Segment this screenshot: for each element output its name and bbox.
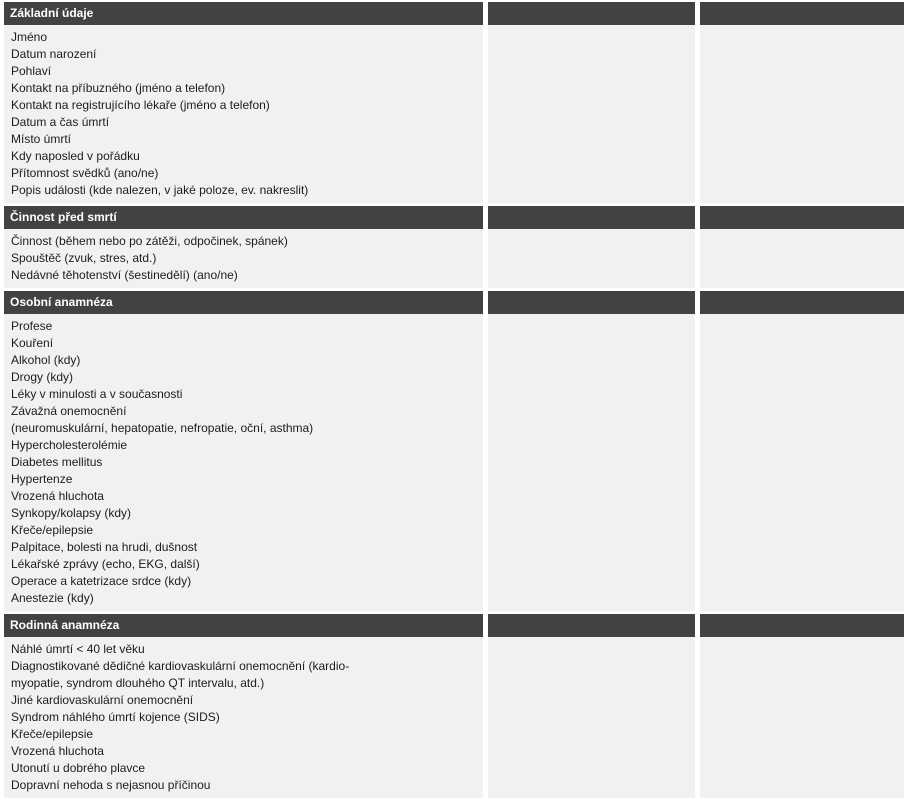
list-item: Nedávné těhotenství (šestinedělí) (ano/ne)	[11, 268, 238, 282]
header-cell-2	[488, 2, 695, 25]
list-item: (neuromuskulární, hepatopatie, nefropatie, oční, asthma)	[11, 421, 314, 435]
anamnesis-form	[4, 2, 904, 801]
list-item: Místo úmrtí	[11, 132, 72, 146]
list-item: Operace a katetrizace srdce (kdy)	[11, 574, 192, 588]
list-item: Alkohol (kdy)	[11, 353, 81, 367]
section-body-cinnost-pred-smrti	[4, 229, 904, 288]
list-item: Lékařské zprávy (echo, EKG, další)	[11, 557, 200, 571]
list-item: Kontakt na příbuzného (jméno a telefon)	[11, 81, 226, 95]
list-item: Vrozená hluchota	[11, 744, 104, 758]
answer-cell-3[interactable]	[700, 637, 904, 798]
header-cell-3	[700, 2, 904, 25]
section-title: Osobní anamnéza	[4, 291, 483, 314]
list-item: Kontakt na registrujícího lékaře (jméno a telefon)	[11, 98, 270, 112]
list-item: Datum a čas úmrtí	[11, 115, 110, 129]
header-cell-2	[488, 291, 695, 314]
section-body-zakladni-udaje	[4, 25, 904, 203]
list-item: Jméno	[11, 30, 48, 44]
header-cell-2	[488, 206, 695, 229]
section-header-osobni-anamneza	[4, 291, 904, 314]
answer-cell-2[interactable]	[488, 314, 695, 611]
list-item: Náhlé úmrtí < 40 let věku	[11, 642, 145, 656]
item-list	[4, 314, 483, 611]
list-item: Kouření	[11, 336, 54, 350]
list-item: Pohlaví	[11, 64, 52, 78]
list-item: Dopravní nehoda s nejasnou příčinou	[11, 778, 211, 792]
section-header-zakladni-udaje	[4, 2, 904, 25]
item-list	[4, 25, 483, 203]
section-title: Základní údaje	[4, 2, 483, 25]
section-header-cinnost-pred-smrti	[4, 206, 904, 229]
list-item: Profese	[11, 319, 53, 333]
list-item: Anestezie (kdy)	[11, 591, 94, 605]
section-title: Činnost před smrtí	[4, 206, 483, 229]
list-item: Diagnostikované dědičné kardiovaskulární onemocnění (kardio-	[11, 659, 350, 673]
list-item: Utonutí u dobrého plavce	[11, 761, 146, 775]
list-item: Přítomnost svědků (ano/ne)	[11, 166, 159, 180]
item-list	[4, 229, 483, 288]
header-cell-3	[700, 291, 904, 314]
list-item: Spouštěč (zvuk, stres, atd.)	[11, 251, 157, 265]
header-cell-3	[700, 614, 904, 637]
list-item: Vrozená hluchota	[11, 489, 104, 503]
header-cell-2	[488, 614, 695, 637]
section-header-rodinna-anamneza	[4, 614, 904, 637]
section-body-osobni-anamneza	[4, 314, 904, 611]
answer-cell-2[interactable]	[488, 637, 695, 798]
list-item: Křeče/epilepsie	[11, 727, 94, 741]
answer-cell-3[interactable]	[700, 314, 904, 611]
header-cell-3	[700, 206, 904, 229]
list-item: Hypertenze	[11, 472, 73, 486]
list-item: Palpitace, bolesti na hrudi, dušnost	[11, 540, 198, 554]
list-item: Hypercholesterolémie	[11, 438, 128, 452]
list-item: Kdy naposled v pořádku	[11, 149, 140, 163]
answer-cell-3[interactable]	[700, 25, 904, 203]
answer-cell-3[interactable]	[700, 229, 904, 288]
list-item: Synkopy/kolapsy (kdy)	[11, 506, 132, 520]
list-item: Jiné kardiovaskulární onemocnění	[11, 693, 194, 707]
answer-cell-2[interactable]	[488, 229, 695, 288]
list-item: Činnost (během nebo po zátěži, odpočinek, spánek)	[11, 234, 288, 248]
answer-cell-2[interactable]	[488, 25, 695, 203]
list-item: Popis události (kde nalezen, v jaké poloze, ev. nakreslit)	[11, 183, 309, 197]
section-title: Rodinná anamnéza	[4, 614, 483, 637]
list-item: Léky v minulosti a v současnosti	[11, 387, 183, 401]
list-item: Křeče/epilepsie	[11, 523, 94, 537]
list-item: Diabetes mellitus	[11, 455, 103, 469]
section-body-rodinna-anamneza	[4, 637, 904, 798]
list-item: Datum narození	[11, 47, 97, 61]
list-item: Drogy (kdy)	[11, 370, 74, 384]
list-item: myopatie, syndrom dlouhého QT intervalu, atd.)	[11, 676, 265, 690]
item-list	[4, 637, 483, 798]
list-item: Syndrom náhlého úmrtí kojence (SIDS)	[11, 710, 220, 724]
list-item: Závažná onemocnění	[11, 404, 127, 418]
